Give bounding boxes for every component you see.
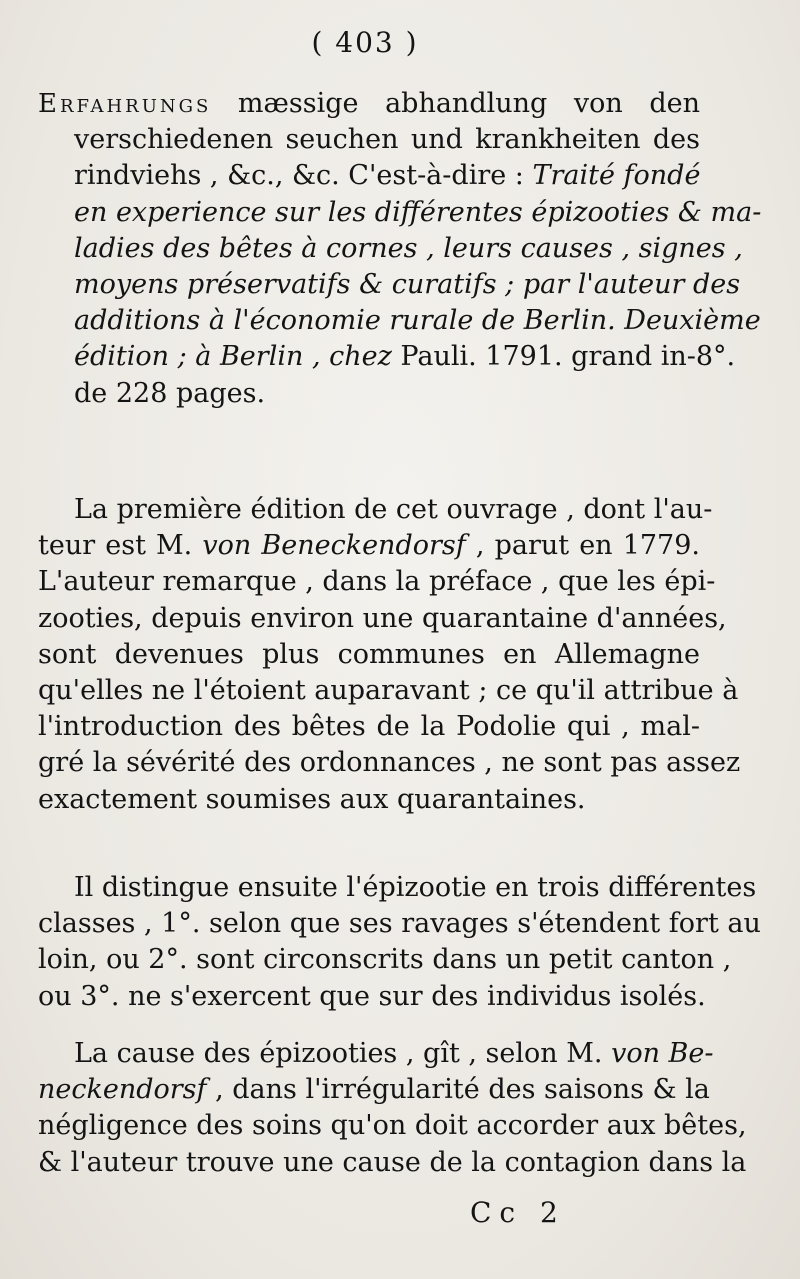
p2-line-3: loin, ou 2°. sont circonscrits dans un petit canton , xyxy=(38,944,732,976)
p3-line-1-a: La cause des épizooties , gît , selon M. xyxy=(74,1038,612,1069)
p1-author-name: von Beneckendorsf xyxy=(202,530,466,562)
p1-line-8: gré la sévérité des ordonnances , ne sont pas assez xyxy=(38,747,741,779)
p1-line-4: zooties, depuis environ une quarantaine d'années, xyxy=(38,602,727,634)
entry-line-3 xyxy=(38,158,700,194)
paragraph-1 xyxy=(38,492,741,818)
entry-line-8 xyxy=(38,339,736,375)
p1-line-2-b: , parut en 1779. xyxy=(465,530,700,562)
p3-line-1 xyxy=(38,1036,714,1072)
p1-line-7: l'introduction des bêtes de la Podolie qui , mal- xyxy=(38,711,700,743)
p1-line-3: L'auteur remarque , dans la préface , que les épi- xyxy=(38,566,716,598)
entry-line-1 xyxy=(38,86,700,122)
entry-line-8-italic: édition ; à Berlin , chez xyxy=(74,341,401,373)
p2-line-1: Il distingue ensuite l'épizootie en trois différentes xyxy=(74,872,757,903)
entry-line-8-roman: Pauli. 1791. grand in-8°. xyxy=(400,341,736,373)
paragraph-3 xyxy=(38,1036,747,1181)
signature-mark: Cc 2 xyxy=(470,1196,566,1229)
entry-line-6: moyens préservatifs & curatifs ; par l'auteur des xyxy=(74,269,741,301)
p1-line-1: La première édition de cet ouvrage , dont l'au- xyxy=(74,494,713,525)
p3-author-name-end: neckendorsf xyxy=(38,1074,207,1106)
entry-line-4: en experience sur les différentes épizooties & ma- xyxy=(74,196,762,228)
p3-line-2 xyxy=(38,1072,710,1108)
entry-line-9: de 228 pages. xyxy=(74,377,266,409)
p2-line-2: classes , 1°. selon que ses ravages s'étendent fort au xyxy=(38,908,761,940)
p3-author-name-start: von Be- xyxy=(611,1038,714,1069)
p3-line-3: négligence des soins qu'on doit accorder aux bêtes, xyxy=(38,1110,747,1142)
entry-line-5: ladies des bêtes à cornes , leurs causes , signes , xyxy=(74,232,743,264)
entry-line-3-italic: Traité fondé xyxy=(532,160,701,192)
p1-line-5: sont devenues plus communes en Allemagne xyxy=(38,638,700,670)
p1-line-9: exactement soumises aux quarantaines. xyxy=(38,783,586,815)
entry-line-2: verschiedenen seuchen und krankheiten des xyxy=(74,124,700,156)
p1-line-2 xyxy=(38,528,700,564)
p3-line-2-b: , dans l'irrégularité des saisons & la xyxy=(206,1074,710,1106)
p1-line-2-a: teur est M. xyxy=(38,530,203,562)
p3-line-4: & l'auteur trouve une cause de la contagion dans la xyxy=(38,1146,747,1178)
p2-line-4: ou 3°. ne s'exercent que sur des individus isolés. xyxy=(38,980,706,1012)
page-number: ( 403 ) xyxy=(311,26,419,59)
entry-title-rest: mæssige abhandlung von den xyxy=(211,88,700,119)
bibliographic-entry xyxy=(38,86,762,412)
entry-line-7: additions à l'économie rurale de Berlin. Deuxième xyxy=(74,305,761,337)
entry-line-3-roman: rindviehs , &c., &c. C'est-à-dire : xyxy=(74,160,533,192)
p1-line-6: qu'elles ne l'étoient auparavant ; ce qu'il attribue à xyxy=(38,675,739,707)
paragraph-2 xyxy=(38,870,761,1015)
entry-title-caps: Erfahrungs xyxy=(38,89,212,119)
